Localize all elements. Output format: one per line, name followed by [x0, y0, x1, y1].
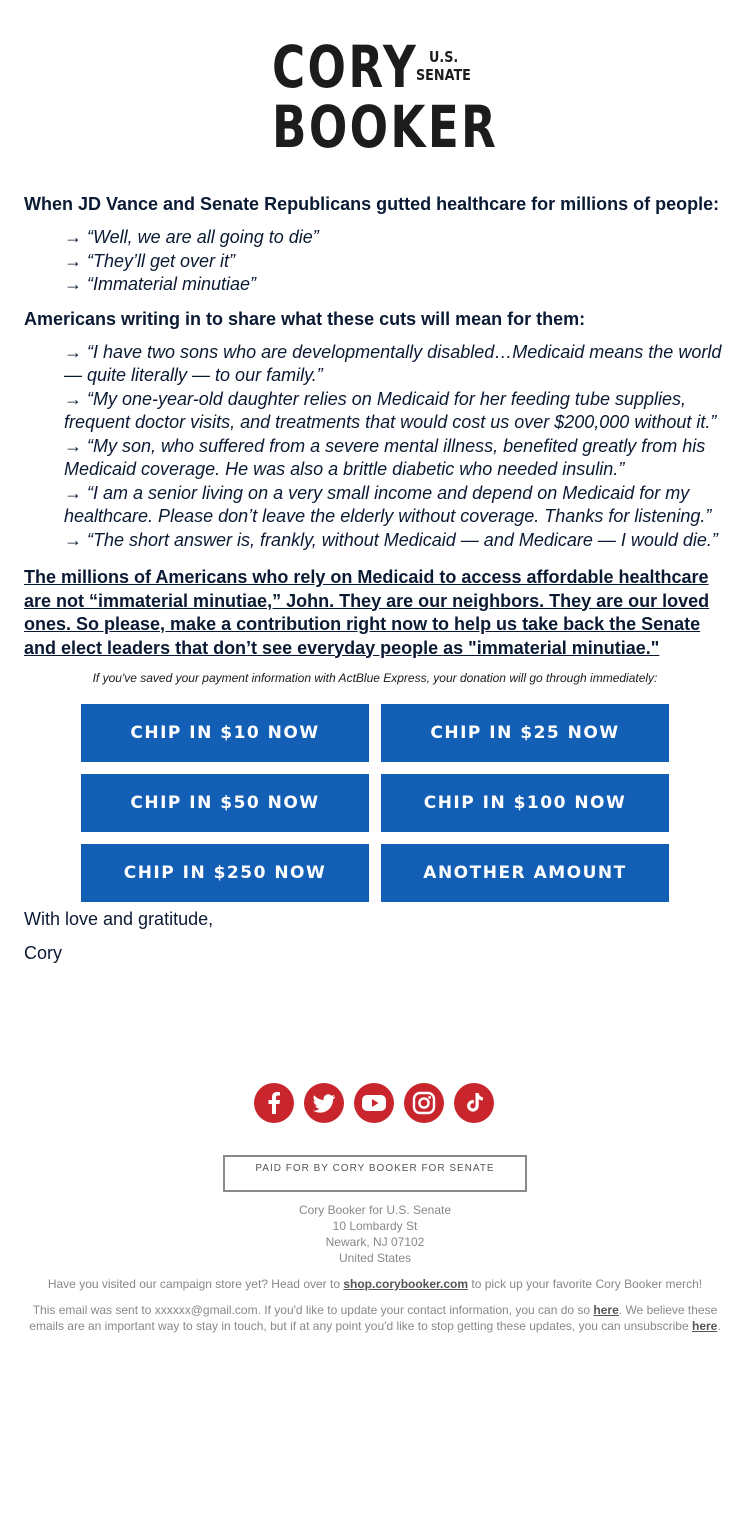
social-links [254, 1083, 496, 1125]
store-note [0, 1277, 750, 1291]
address-line: Cory Booker for U.S. Senate [298, 1203, 452, 1217]
store-text-post: to pick up your favorite Cory Booker merch! [468, 1277, 703, 1291]
chip-in-10-button[interactable]: CHIP IN $10 NOW [81, 704, 369, 762]
tiktok-icon[interactable] [454, 1083, 494, 1123]
heading-americans: Americans writing in to share what these cuts will mean for them: [24, 308, 586, 329]
logo-cory: CORY [272, 33, 419, 101]
heading-vance: When JD Vance and Senate Republicans gutted healthcare for millions of people: [24, 194, 720, 214]
quote-item: → “My one-year-old daughter relies on Medicaid for her feeding tube supplies, frequent doctor visits, and treatments that would cost us over $200,000 without it.” [64, 388, 717, 432]
update-contact-link[interactable]: here [593, 1303, 619, 1317]
quote-item: → “They’ll get over it” [64, 250, 236, 271]
chip-in-250-button[interactable]: CHIP IN $250 NOW [81, 844, 369, 902]
chip-in-25-button[interactable]: CHIP IN $25 NOW [381, 704, 669, 762]
twitter-icon[interactable] [304, 1083, 344, 1123]
another-amount-button[interactable]: ANOTHER AMOUNT [381, 844, 669, 902]
unsubscribe-link[interactable]: here [691, 1319, 718, 1333]
legal-text: . We believe these emails are an important way to stay in touch, but if at any point you'd like to stop getting these updates, you can unsubscribe [29, 1303, 718, 1333]
quote-item: → “My son, who suffered from a severe mental illness, benefited greatly from his Medicaid coverage. He was also a brittle diabetic who needed insulin.” [64, 435, 706, 479]
address-line: 10 Lombardy St [332, 1219, 418, 1233]
logo-senate: SENATE [416, 66, 471, 84]
legal-note [20, 1302, 730, 1334]
quotes-republicans [64, 226, 724, 297]
signoff-line: With love and gratitude, [24, 909, 214, 929]
quotes-americans [64, 341, 724, 553]
store-link[interactable]: shop.corybooker.com [343, 1277, 469, 1291]
message-content [24, 192, 724, 685]
signoff-name: Cory [24, 943, 63, 963]
instagram-icon[interactable] [404, 1083, 444, 1123]
quote-item: → “The short answer is, frankly, without Medicaid — and Medicare — I would die.” [64, 529, 718, 550]
youtube-icon[interactable] [354, 1083, 394, 1123]
quote-item: → “I have two sons who are developmentally disabled…Medicaid means the world — quite literally — to our family.” [64, 341, 722, 385]
signoff [24, 906, 213, 966]
address-line: United States [338, 1251, 412, 1265]
chip-in-100-button[interactable]: CHIP IN $100 NOW [381, 774, 669, 832]
legal-text: . [717, 1319, 721, 1333]
store-text-pre: Have you visited our campaign store yet? Head over to [47, 1277, 344, 1291]
quote-item: → “Immaterial minutiae” [64, 274, 257, 294]
legal-text: This email was sent to xxxxxx@gmail.com. If you'd like to update your contact information, you can do so [32, 1303, 594, 1317]
facebook-icon[interactable] [254, 1083, 294, 1123]
address-line: Newark, NJ 07102 [325, 1235, 425, 1249]
donate-cta-link[interactable]: The millions of Americans who rely on Medicaid to access affordable healthcare are not “immaterial minutiae,” John. They are our neighbors. They are our loved ones. So please, make a contribution right now to help us take back the Senate and elect leaders that don’t see everyday people as "immaterial minutiae." [24, 567, 710, 658]
quote-item: → “I am a senior living on a very small income and depend on Medicaid for my healthcare. Please don’t leave the elderly without coverage. Thanks for listening.” [64, 482, 712, 526]
quote-item: → “Well, we are all going to die” [64, 227, 319, 247]
cory-booker-logo [272, 33, 499, 161]
paid-for-disclaimer: PAID FOR BY CORY BOOKER FOR SENATE [223, 1155, 527, 1192]
logo-us: U.S. [429, 48, 459, 66]
chip-in-50-button[interactable]: CHIP IN $50 NOW [81, 774, 369, 832]
mailing-address [0, 1202, 750, 1266]
logo-booker: BOOKER [272, 93, 499, 161]
actblue-express-note: If you've saved your payment information with ActBlue Express, your donation will go through immediately: [92, 671, 658, 685]
